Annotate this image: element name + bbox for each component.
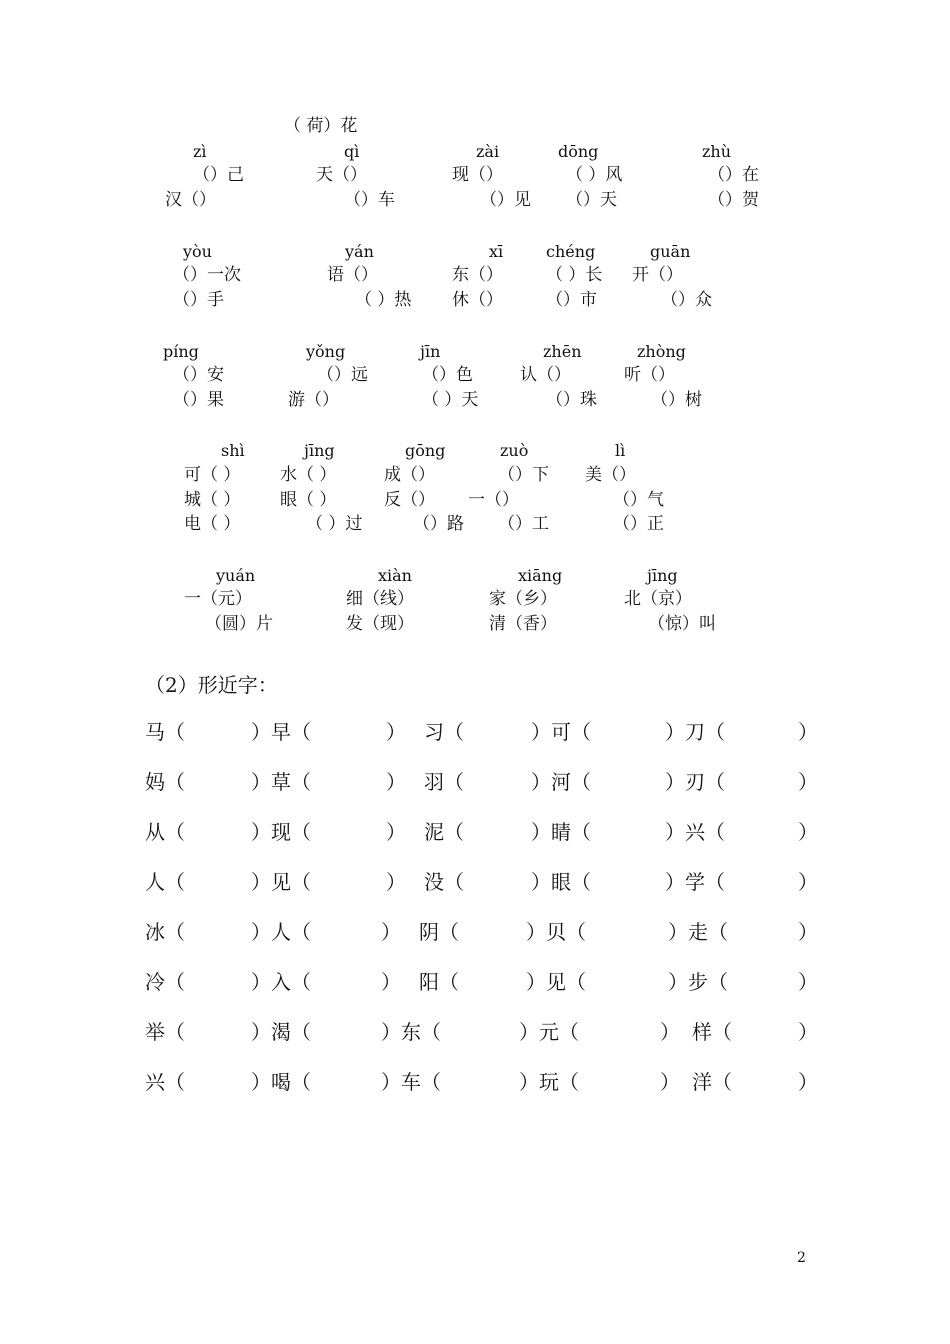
- pinyin-label: jīng: [647, 566, 678, 585]
- similar-char-blank: ）: [798, 1020, 818, 1044]
- similar-char-blank: ）: [798, 820, 818, 844]
- fill-blank-word: 听（）: [624, 365, 675, 385]
- similar-char-blank: ）走（: [668, 920, 728, 944]
- fill-blank-word: （ 荷）花: [284, 116, 358, 136]
- similar-char-blank: 妈（: [145, 770, 185, 794]
- similar-char-blank: 样（: [692, 1020, 732, 1044]
- fill-blank-word: （惊）叫: [648, 614, 716, 634]
- fill-blank-word: （ ）长: [546, 265, 603, 285]
- fill-blank-word: 东（）: [452, 265, 503, 285]
- fill-blank-word: （ ）过: [306, 514, 363, 534]
- similar-char-blank: ）: [798, 920, 818, 944]
- similar-char-blank: ）草（: [251, 770, 311, 794]
- fill-blank-word: 细（线）: [346, 589, 414, 609]
- pinyin-label: xī: [489, 242, 504, 261]
- pinyin-label: xiàn: [378, 566, 412, 585]
- similar-char-blank: ）: [386, 720, 406, 744]
- fill-blank-word: 眼（ ）: [280, 490, 337, 510]
- pinyin-label: yǒng: [306, 342, 346, 361]
- similar-char-blank: ）东（: [381, 1020, 441, 1044]
- similar-char-blank: 从（: [145, 820, 185, 844]
- fill-blank-word: （圆）片: [205, 614, 273, 634]
- similar-char-blank: ）河（: [531, 770, 591, 794]
- fill-blank-word: （）安: [173, 365, 224, 385]
- pinyin-label: zài: [476, 142, 500, 161]
- fill-blank-word: 开（）: [632, 265, 683, 285]
- fill-blank-word: 汉（）: [165, 190, 216, 210]
- page-number: 2: [797, 1250, 806, 1266]
- similar-char-blank: ）学（: [665, 870, 725, 894]
- fill-blank-word: 发（现）: [346, 614, 414, 634]
- similar-char-blank: 兴（: [145, 1070, 185, 1094]
- similar-char-blank: ）渴（: [251, 1020, 311, 1044]
- similar-char-blank: ）: [798, 770, 818, 794]
- section-heading-similar-chars: （2）形近字：: [145, 673, 278, 697]
- fill-blank-word: （）下: [498, 465, 549, 485]
- similar-char-blank: ）贝（: [526, 920, 586, 944]
- similar-char-blank: ）见（: [526, 970, 586, 994]
- fill-blank-word: 家（乡）: [489, 589, 557, 609]
- similar-char-blank: 羽（: [424, 770, 464, 794]
- similar-char-blank: ）: [660, 1070, 680, 1094]
- fill-blank-word: （ ）天: [422, 390, 479, 410]
- pinyin-label: zhù: [702, 142, 732, 161]
- similar-char-blank: ）入（: [251, 970, 311, 994]
- fill-blank-word: （）树: [651, 390, 702, 410]
- fill-blank-word: （）市: [546, 290, 597, 310]
- pinyin-label: píng: [163, 342, 199, 361]
- pinyin-label: zì: [193, 142, 207, 161]
- fill-blank-word: （）色: [422, 365, 473, 385]
- pinyin-label: jīng: [304, 441, 335, 460]
- fill-blank-word: 休（）: [452, 290, 503, 310]
- pinyin-label: dōng: [558, 142, 599, 161]
- fill-blank-word: （）正: [613, 514, 664, 534]
- pinyin-label: yòu: [183, 242, 212, 261]
- fill-blank-word: （）己: [193, 165, 244, 185]
- fill-blank-word: （）在: [708, 165, 759, 185]
- fill-blank-word: 电（ ）: [184, 514, 241, 534]
- similar-char-blank: ）: [386, 820, 406, 844]
- fill-blank-word: 水（ ）: [280, 465, 337, 485]
- similar-char-blank: ）: [660, 1020, 680, 1044]
- similar-char-blank: ）: [798, 1070, 818, 1094]
- fill-blank-word: 一（）: [468, 490, 519, 510]
- similar-char-blank: 冷（: [145, 970, 185, 994]
- pinyin-label: lì: [615, 441, 626, 460]
- fill-blank-word: （）手: [173, 290, 224, 310]
- similar-char-blank: ）刃（: [665, 770, 725, 794]
- fill-blank-word: 语（）: [327, 265, 378, 285]
- similar-char-blank: ）: [386, 870, 406, 894]
- similar-char-blank: ）: [386, 770, 406, 794]
- similar-char-blank: ）喝（: [251, 1070, 311, 1094]
- similar-char-blank: 马（: [145, 720, 185, 744]
- fill-blank-word: 北（京）: [624, 589, 692, 609]
- fill-blank-word: （）工: [498, 514, 549, 534]
- fill-blank-word: 游（）: [288, 390, 339, 410]
- fill-blank-word: （）珠: [546, 390, 597, 410]
- similar-char-blank: ）现（: [251, 820, 311, 844]
- similar-char-blank: ）: [798, 870, 818, 894]
- fill-blank-word: 现（）: [452, 165, 503, 185]
- similar-char-blank: ）玩（: [519, 1070, 579, 1094]
- similar-char-blank: ）: [381, 970, 401, 994]
- similar-char-blank: ）见（: [251, 870, 311, 894]
- similar-char-blank: ）车（: [381, 1070, 441, 1094]
- pinyin-label: qì: [344, 142, 360, 161]
- fill-blank-word: （）贺: [708, 190, 759, 210]
- fill-blank-word: 成（）: [384, 465, 435, 485]
- pinyin-label: shì: [221, 441, 245, 460]
- similar-char-blank: ）: [798, 720, 818, 744]
- fill-blank-word: （）远: [317, 365, 368, 385]
- fill-blank-word: 反（）: [384, 490, 435, 510]
- similar-char-blank: ）兴（: [665, 820, 725, 844]
- fill-blank-word: （）果: [173, 390, 224, 410]
- pinyin-label: yuán: [216, 566, 256, 585]
- pinyin-label: chéng: [546, 242, 596, 261]
- similar-char-blank: 习（: [424, 720, 464, 744]
- similar-char-blank: 洋（: [692, 1070, 732, 1094]
- similar-char-blank: ）可（: [531, 720, 591, 744]
- similar-char-blank: ）步（: [668, 970, 728, 994]
- pinyin-label: zhòng: [637, 342, 686, 361]
- pinyin-label: zhēn: [543, 342, 582, 361]
- similar-char-blank: 人（: [145, 870, 185, 894]
- fill-blank-word: 一（元）: [184, 589, 252, 609]
- fill-blank-word: （ ）热: [355, 290, 412, 310]
- fill-blank-word: （）众: [661, 290, 712, 310]
- similar-char-blank: ）: [798, 970, 818, 994]
- pinyin-label: xiāng: [518, 566, 563, 585]
- similar-char-blank: ）: [381, 920, 401, 944]
- fill-blank-word: （）天: [566, 190, 617, 210]
- pinyin-label: jīn: [420, 342, 441, 361]
- fill-blank-word: （）气: [613, 490, 664, 510]
- fill-blank-word: （ ）风: [566, 165, 623, 185]
- fill-blank-word: 认（）: [520, 365, 571, 385]
- similar-char-blank: 泥（: [424, 820, 464, 844]
- fill-blank-word: 城（ ）: [184, 490, 241, 510]
- similar-char-blank: 阳（: [419, 970, 459, 994]
- fill-blank-word: （）一次: [173, 265, 241, 285]
- fill-blank-word: （）路: [413, 514, 464, 534]
- fill-blank-word: 可（ ）: [184, 465, 241, 485]
- similar-char-blank: ）刀（: [665, 720, 725, 744]
- pinyin-label: guān: [650, 242, 691, 261]
- fill-blank-word: 美（）: [585, 465, 636, 485]
- similar-char-blank: ）早（: [251, 720, 311, 744]
- pinyin-label: yán: [345, 242, 374, 261]
- pinyin-label: zuò: [500, 441, 529, 460]
- similar-char-blank: 举（: [145, 1020, 185, 1044]
- fill-blank-word: 天（）: [316, 165, 367, 185]
- fill-blank-word: （）车: [344, 190, 395, 210]
- similar-char-blank: ）元（: [519, 1020, 579, 1044]
- similar-char-blank: 冰（: [145, 920, 185, 944]
- similar-char-blank: ）眼（: [531, 870, 591, 894]
- pinyin-label: gōng: [405, 441, 446, 460]
- similar-char-blank: ）人（: [251, 920, 311, 944]
- similar-char-blank: 阴（: [419, 920, 459, 944]
- similar-char-blank: ）睛（: [531, 820, 591, 844]
- fill-blank-word: （）见: [480, 190, 531, 210]
- fill-blank-word: 清（香）: [489, 614, 557, 634]
- similar-char-blank: 没（: [424, 870, 464, 894]
